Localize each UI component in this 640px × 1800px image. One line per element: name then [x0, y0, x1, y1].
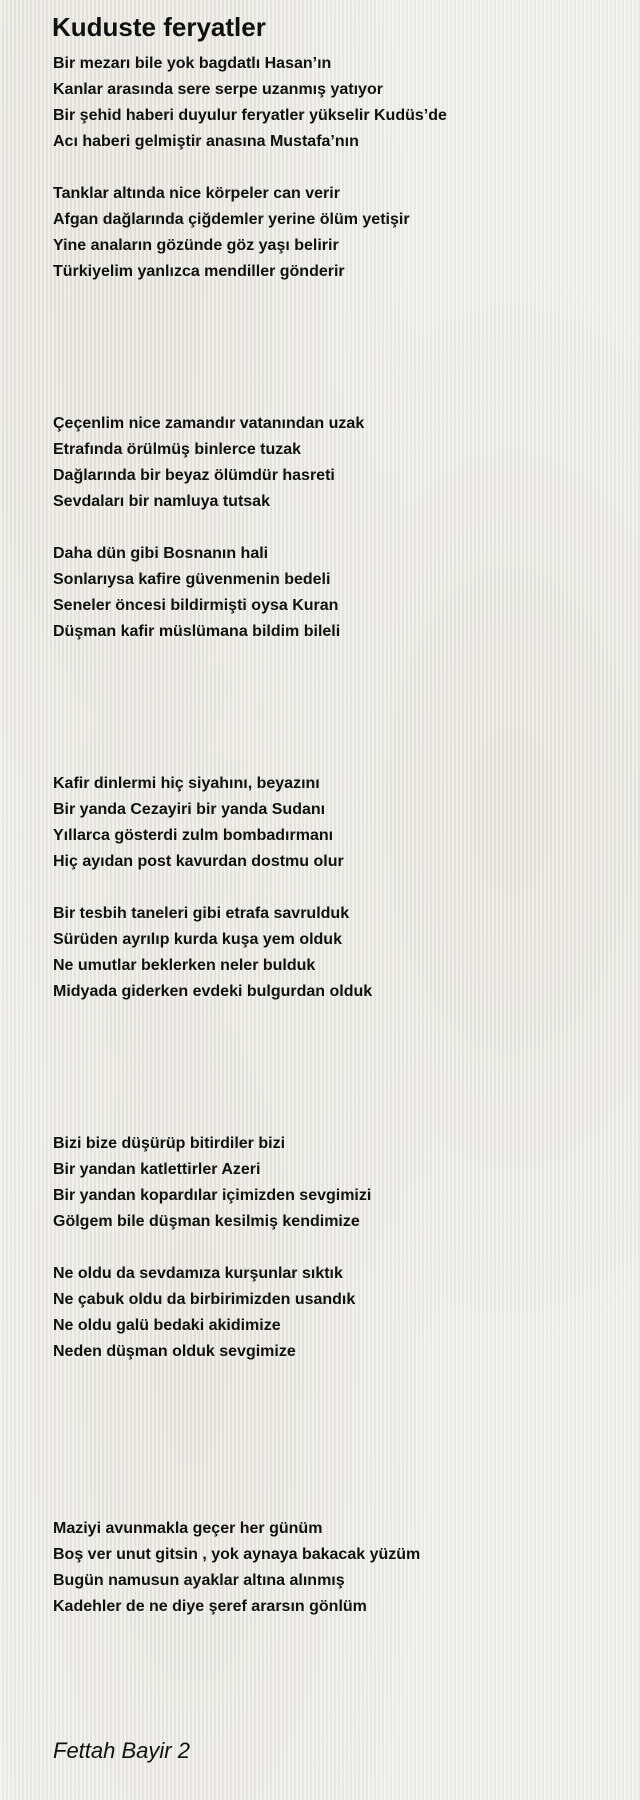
poem-line: Kafir dinlermi hiç siyahını, beyazını [53, 775, 320, 792]
stanza-4 [53, 541, 613, 645]
poem-line: Tanklar altında nice körpeler can verir [53, 185, 340, 202]
poem-line: Sürüden ayrılıp kurda kuşa yem olduk [53, 931, 342, 948]
poem-line: Sonlarıysa kafire güvenmenin bedeli [53, 571, 331, 588]
poem-line: Bugün namusun ayaklar altına alınmış [53, 1572, 345, 1589]
poem-line: Boş ver unut gitsin , yok aynaya bakacak yüzüm [53, 1546, 421, 1563]
poem-line: Sevdaları bir namluya tutsak [53, 493, 270, 510]
poem-line: Bir tesbih taneleri gibi etrafa savrulduk [53, 905, 350, 922]
poem-line: Ne çabuk oldu da birbirimizden usandık [53, 1291, 356, 1308]
stanza-1 [53, 51, 613, 155]
poem-line: Kanlar arasında sere serpe uzanmış yatıyor [53, 81, 383, 98]
poem-line: Dağlarında bir beyaz ölümdür hasreti [53, 467, 335, 484]
poem-line: Bir yandan kopardılar içimizden sevgimizi [53, 1187, 372, 1204]
poem-line: Yıllarca gösterdi zulm bombadırmanı [53, 827, 334, 844]
stanza-2 [53, 181, 613, 285]
stanza-5 [53, 771, 613, 875]
poem-line: Acı haberi gelmiştir anasına Mustafa’nın [53, 133, 359, 150]
poem-line: Daha dün gibi Bosnanın hali [53, 545, 269, 562]
poem-line: Etrafında örülmüş binlerce tuzak [53, 441, 302, 458]
poem-line: Bizi bize düşürüp bitirdiler bizi [53, 1135, 286, 1152]
poem-line: Çeçenlim nice zamandır vatanından uzak [53, 415, 365, 432]
poem-line: Bir yanda Cezayiri bir yanda Sudanı [53, 801, 326, 818]
poem-line: Ne oldu da sevdamıza kurşunlar sıktık [53, 1265, 343, 1282]
author-signature: Fettah Bayir 2 [53, 1738, 190, 1763]
poem-line: Ne umutlar beklerken neler bulduk [53, 957, 316, 974]
poem-line: Bir şehid haberi duyulur feryatler yükselir Kudüs’de [53, 107, 447, 124]
poem-line: Hiç ayıdan post kavurdan dostmu olur [53, 853, 344, 870]
poem-line: Midyada giderken evdeki bulgurdan olduk [53, 983, 373, 1000]
stanza-7 [53, 1131, 613, 1235]
poem-title: Kuduste feryatler [52, 12, 266, 42]
poem-line: Kadehler de ne diye şeref ararsın gönlüm [53, 1598, 367, 1615]
stanza-3 [53, 411, 613, 515]
poem-line: Bir yandan katlettirler Azeri [53, 1161, 261, 1178]
poem-line: Düşman kafir müslümana bildim bileli [53, 623, 341, 640]
poem-line: Bir mezarı bile yok bagdatlı Hasan’ın [53, 55, 332, 72]
poem-line: Neden düşman olduk sevgimize [53, 1343, 296, 1360]
poem-line: Gölgem bile düşman kesilmiş kendimize [53, 1213, 360, 1230]
poem-line: Türkiyelim yanlızca mendiller gönderir [53, 263, 345, 280]
stanza-8 [53, 1261, 613, 1365]
stanza-9 [53, 1516, 613, 1620]
stanza-6 [53, 901, 613, 1005]
poem-line: Yine anaların gözünde göz yaşı belirir [53, 237, 339, 254]
poem-line: Seneler öncesi bildirmişti oysa Kuran [53, 597, 339, 614]
poem-line: Afgan dağlarında çiğdemler yerine ölüm yetişir [53, 211, 410, 228]
poem-line: Ne oldu galü bedaki akidimize [53, 1317, 281, 1334]
poem-line: Maziyi avunmakla geçer her günüm [53, 1520, 323, 1537]
